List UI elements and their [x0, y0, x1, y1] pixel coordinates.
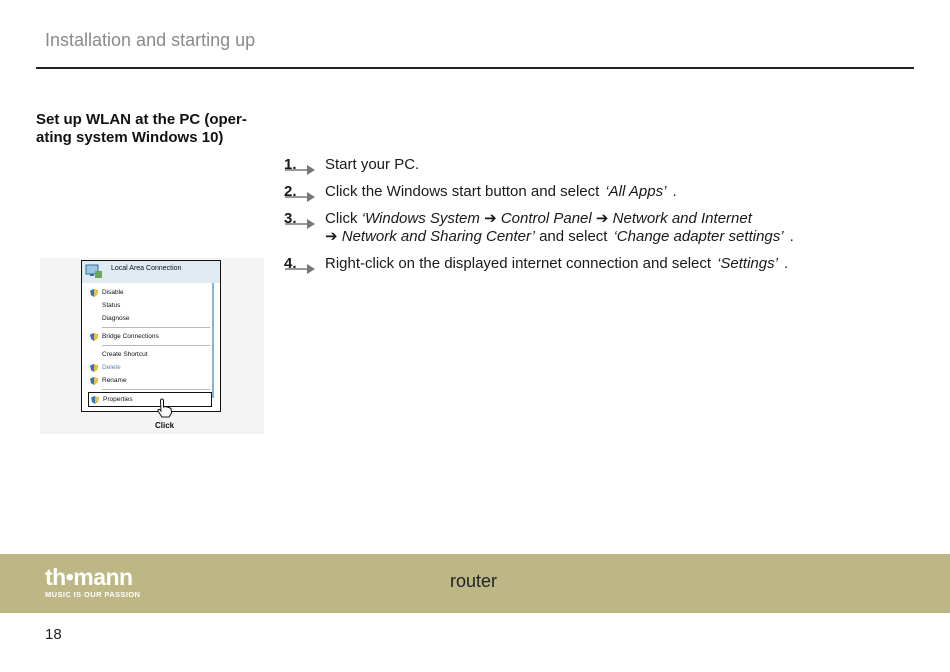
step-number: 1.	[284, 156, 297, 173]
step-4	[284, 255, 904, 273]
step-italic-term: ‘Settings’	[717, 255, 778, 272]
context-menu	[88, 286, 212, 407]
step-text: and select	[539, 228, 608, 245]
section-heading	[36, 111, 256, 147]
step-number: 3.	[284, 210, 297, 227]
menu-item-label: Status	[102, 302, 121, 309]
step-text: Start your PC.	[325, 156, 420, 173]
menu-item-label: Properties	[103, 396, 133, 403]
menu-item-status[interactable]	[88, 299, 212, 312]
menu-item-label: Bridge Connections	[102, 333, 159, 340]
step-number: 4.	[284, 255, 297, 272]
menu-path-network-internet: Network and Internet	[612, 210, 752, 227]
menu-item-rename[interactable]	[88, 374, 212, 387]
step-end: .	[789, 228, 794, 245]
step-end: .	[672, 183, 677, 200]
step-end: .	[783, 255, 789, 272]
hand-cursor-icon	[156, 398, 174, 418]
menu-separator	[102, 327, 210, 328]
menu-path-control-panel: Control Panel	[500, 210, 592, 227]
menu-separator	[102, 389, 210, 390]
shield-icon	[90, 333, 98, 341]
shield-icon	[90, 289, 98, 297]
step-arrow-icon	[285, 191, 315, 203]
menu-separator	[102, 345, 210, 346]
step-1	[284, 156, 904, 174]
header-divider	[36, 67, 914, 69]
arrow-right-icon: ➔	[325, 228, 338, 245]
step-italic-term: ‘Change adapter settings’	[613, 228, 784, 245]
window-titlebar	[82, 261, 220, 283]
menu-item-bridge[interactable]	[88, 330, 212, 343]
shield-icon	[91, 396, 99, 404]
menu-item-diagnose[interactable]	[88, 312, 212, 325]
page-number: 18	[45, 626, 62, 643]
shield-icon	[90, 377, 98, 385]
header-title: Installation and starting up	[45, 30, 256, 50]
step-text: Right-click on the displayed internet connection and select	[325, 255, 712, 272]
network-adapter-icon	[85, 263, 103, 279]
arrow-right-icon: ➔	[484, 210, 497, 227]
step-2	[284, 183, 904, 201]
menu-item-label: Disable	[102, 289, 124, 296]
logo-tagline: MUSIC IS OUR PASSION	[45, 590, 141, 599]
step-arrow-icon	[285, 263, 315, 275]
menu-item-properties[interactable]	[88, 392, 212, 407]
step-3	[284, 210, 904, 246]
step-number: 2.	[284, 183, 297, 200]
menu-path-windows-system: ‘Windows System	[361, 210, 480, 227]
step-italic-term: ‘All Apps’	[605, 183, 667, 200]
menu-item-label: Rename	[102, 377, 127, 384]
shield-icon	[90, 364, 98, 372]
section-heading-line2: ating system Windows 10)	[36, 129, 224, 146]
menu-item-label: Create Shortcut	[102, 351, 148, 358]
logo-wordmark: th•mann	[45, 564, 133, 590]
click-label: Click	[155, 421, 175, 430]
thomann-logo	[45, 565, 140, 599]
menu-item-label: Delete	[102, 364, 121, 371]
step-arrow-icon	[285, 164, 315, 176]
menu-path-sharing-center: Network and Sharing Center’	[341, 228, 535, 245]
step-arrow-icon	[285, 218, 315, 230]
context-menu-screenshot	[40, 258, 264, 434]
arrow-right-icon: ➔	[595, 210, 609, 227]
step-text: Click	[325, 210, 358, 227]
product-name: router	[450, 571, 498, 591]
section-heading-line1: Set up WLAN at the PC (oper-	[36, 111, 247, 128]
window-edge	[212, 283, 214, 398]
menu-item-create-shortcut[interactable]	[88, 348, 212, 361]
step-text: Click the Windows start button and select	[325, 183, 600, 200]
connection-window	[81, 260, 221, 412]
menu-item-delete	[88, 361, 212, 374]
steps-list	[284, 156, 904, 282]
window-title: Local Area Connection	[111, 265, 182, 272]
menu-item-label: Diagnose	[102, 315, 130, 322]
menu-item-disable[interactable]	[88, 286, 212, 299]
